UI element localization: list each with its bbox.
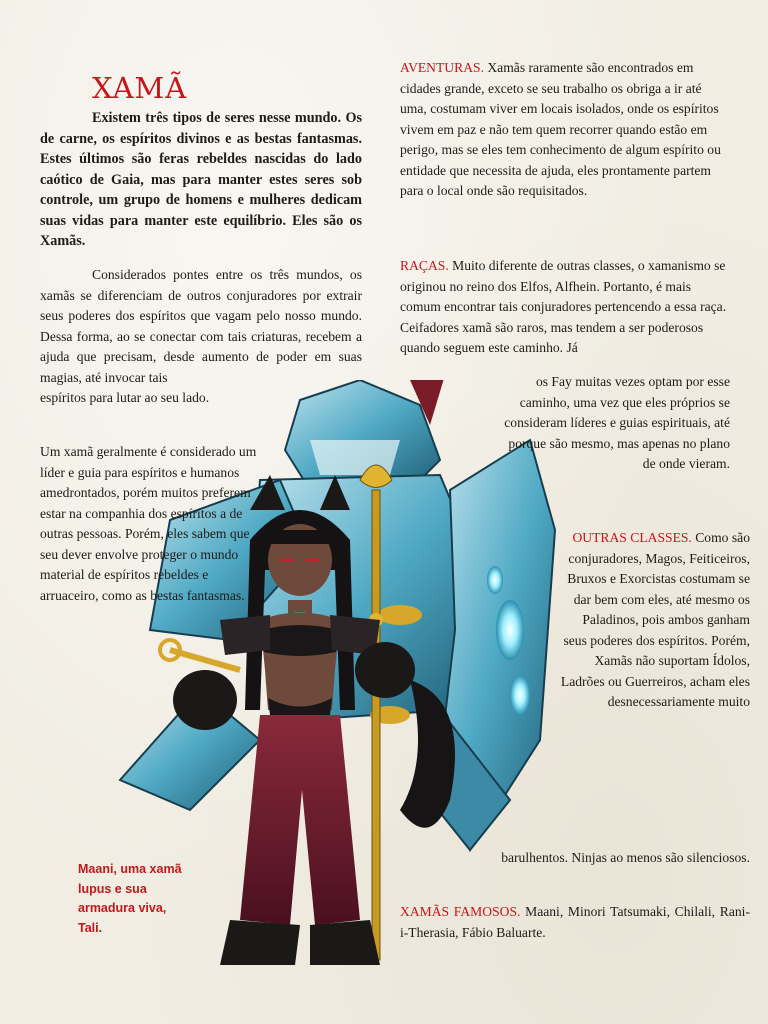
- page-title: XAMÃ: [92, 71, 188, 106]
- left-paragraph-2: Um xamã geralmente é considerado um líder e guia para espíritos e humanos amedrontados, porém muitos preferem estar na companhia dos espíritos a de outras pessoas. Porém, eles sabem que seu dever envolve proteger o mundo material de espíritos rebeldes e arruaceiro, como as bestas fantasmas.: [40, 444, 257, 603]
- intro-paragraph: Existem três tipos de seres nesse mundo. Os de carne, os espíritos divinos e as bestas fantasmas. Estes últimos são feras rebeldes nascidas do lado caótico de Gaia, mas para manter estes seres sob controle, um grupo de homens e mulheres dedicam suas vidas para manter este equilíbrio. Eles são os Xamãs.: [40, 110, 362, 249]
- racas-section-tail: [500, 372, 730, 475]
- aventuras-text: Xamãs raramente são encontrados em cidades grande, exceto se seu trabalho os obriga a ir até uma, costumam viver em locais isolados, onde os espíritos vivem em paz e não tem quem recorrer quando estão em perigo, mas se eles tem conhecimento de algum espírito ou entidade que necessita de ajuda, eles prontamente partem para o local onde são requisitados.: [400, 60, 721, 198]
- outras-classes-heading: OUTRAS CLASSES.: [572, 530, 692, 545]
- outras-classes-section: [560, 528, 750, 713]
- famosos-section: [400, 902, 750, 943]
- left-paragraph-1-tail: espíritos para lutar ao seu lado.: [40, 390, 210, 405]
- left-paragraph-1: Considerados pontes entre os três mundos, os xamãs se diferenciam de outros conjuradores por extrair seus poderes dos espíritos que vagam pelo nosso mundo. Dessa forma, ao se conectar com tais criaturas, recebem a ajuda que precisam, desde aumento de poder em suas magias, até invocar tais: [40, 267, 362, 385]
- illustration-caption: Maani, uma xamã lupus e sua armadura viva, Tali.: [78, 862, 182, 935]
- outras-classes-text: Como são conjuradores, Magos, Feiticeiros, Bruxos e Exorcistas costumam se dar bem com eles, até mesmo os Paladinos, pois ambos ganham seus poderes dos espíritos. Porém, Xamãs não suportam Ídolos, Ladrões ou Guerreiros, acham eles desnecessariamente muito: [560, 530, 750, 709]
- famosos-heading: XAMÃS FAMOSOS.: [400, 904, 521, 919]
- racas-tail-text: os Fay muitas vezes optam por esse caminho, uma vez que eles próprios se consideram líderes e guias espirituais, até porque são mesmo, mas apenas no plano de onde vieram.: [504, 374, 730, 471]
- aventuras-heading: AVENTURAS.: [400, 60, 484, 75]
- racas-heading: RAÇAS.: [400, 258, 449, 273]
- racas-section: [400, 256, 730, 359]
- racas-text: Muito diferente de outras classes, o xamanismo se originou no reino dos Elfos, Alfhein. Portanto, é mais comum encontrar tais conjuradores pertencendo a essa raça. Ceifadores xamã são raros, mas tendem a ser poderosos quando seguem este caminho. Já: [400, 258, 727, 355]
- aventuras-section: [400, 58, 730, 202]
- famosos-text: Maani, Minori Tatsumaki, Chilali, Rani-i-Therasia, Fábio Baluarte.: [400, 904, 750, 940]
- outras-classes-tail: barulhentos. Ninjas ao menos são silenciosos.: [501, 850, 750, 865]
